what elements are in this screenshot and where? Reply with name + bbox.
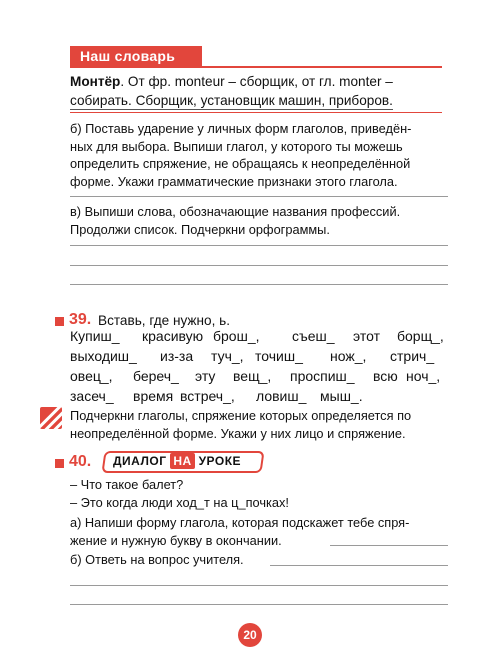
badge-word: НА bbox=[170, 453, 194, 469]
exercise-40-number: 40. bbox=[69, 453, 92, 470]
word[interactable]: точиш_ bbox=[255, 348, 303, 364]
word[interactable]: время bbox=[133, 388, 174, 404]
word[interactable]: ноч_, bbox=[406, 368, 441, 384]
note-line: неопределённой форме. Укажи у них лицо и спряжение. bbox=[70, 425, 406, 441]
vocab-line-1 bbox=[70, 72, 450, 92]
task-b-line: определить спряжение, не обращаясь к неопределённой bbox=[70, 156, 411, 171]
word[interactable]: засеч_ bbox=[70, 388, 114, 404]
task-a-line: жение и нужную букву в окончании. bbox=[70, 532, 282, 548]
badge-word: ДИАЛОГ bbox=[113, 454, 167, 468]
page-number: 20 bbox=[238, 623, 262, 647]
dialog-line-1: – Что такое балет? bbox=[70, 477, 184, 492]
vocab-bottom-rule bbox=[70, 112, 442, 113]
task-marker-icon bbox=[55, 317, 64, 326]
answer-line[interactable] bbox=[270, 565, 448, 566]
word[interactable]: выходиш_ bbox=[70, 348, 137, 364]
word[interactable]: этот bbox=[353, 328, 380, 344]
dialog-line-2: – Это когда люди ход_т на ц_почках! bbox=[70, 495, 289, 510]
answer-line[interactable] bbox=[70, 196, 448, 197]
task-b-line: форме. Укажи грамматические признаки этого глагола. bbox=[70, 173, 398, 189]
task-v-text bbox=[70, 203, 400, 238]
answer-line[interactable] bbox=[330, 545, 448, 546]
answer-line[interactable] bbox=[70, 604, 448, 605]
exercise-row bbox=[70, 366, 450, 386]
task-b-line: б) Поставь ударение у личных форм глаголов, приведён- bbox=[70, 121, 412, 136]
pencil-icon bbox=[40, 407, 62, 429]
word[interactable]: съеш_ bbox=[292, 328, 335, 344]
vocab-definition-2: собирать. Сборщик, установщик машин, приборов. bbox=[70, 93, 393, 108]
exercise-39-instruction: Вставь, где нужно, ь. bbox=[98, 313, 231, 328]
word[interactable]: эту bbox=[195, 368, 216, 384]
badge-word: УРОКЕ bbox=[198, 454, 242, 468]
exercise-39-note bbox=[70, 407, 411, 442]
word[interactable]: Купиш_ bbox=[70, 328, 120, 344]
answer-line[interactable] bbox=[70, 284, 448, 285]
exercise-40-task-a bbox=[70, 514, 409, 549]
word[interactable]: вещ_, bbox=[233, 368, 272, 384]
word[interactable]: борщ_, bbox=[397, 328, 444, 344]
word[interactable]: встреч_, bbox=[180, 388, 235, 404]
dialog-badge bbox=[113, 454, 241, 468]
vocab-line-2 bbox=[70, 91, 393, 111]
task-b-line: ных для выбора. Выпиши глагол, у которого ты можешь bbox=[70, 138, 403, 154]
exercise-row bbox=[70, 386, 450, 406]
vocab-word: Монтёр bbox=[70, 74, 121, 89]
word[interactable]: береч_ bbox=[133, 368, 179, 384]
word[interactable]: всю bbox=[373, 368, 398, 384]
note-line: Подчеркни глаголы, спряжение которых определяется по bbox=[70, 408, 412, 423]
word[interactable]: туч_, bbox=[211, 348, 244, 364]
vocab-heading: Наш словарь bbox=[70, 46, 202, 66]
word[interactable]: нож_, bbox=[330, 348, 367, 364]
task-b-text bbox=[70, 120, 411, 190]
answer-line[interactable] bbox=[70, 265, 448, 266]
task-v-line: в) Выпиши слова, обозначающие названия профессий. bbox=[70, 204, 401, 219]
word[interactable]: ловиш_ bbox=[256, 388, 307, 404]
word[interactable]: из-за bbox=[160, 348, 194, 364]
word[interactable]: мыш_. bbox=[320, 388, 363, 404]
exercise-39-number: 39. bbox=[69, 311, 92, 328]
word[interactable]: красивую bbox=[142, 328, 204, 344]
word[interactable]: овец_, bbox=[70, 368, 113, 384]
vocab-definition: . От фр. monteur – сборщик, от гл. monter – bbox=[120, 74, 393, 89]
exercise-40-task-b: б) Ответь на вопрос учителя. bbox=[70, 552, 244, 567]
answer-line[interactable] bbox=[70, 585, 448, 586]
word[interactable]: проспиш_ bbox=[290, 368, 355, 384]
word[interactable]: стрич_ bbox=[390, 348, 435, 364]
exercise-row bbox=[70, 326, 450, 346]
exercise-row bbox=[70, 346, 450, 366]
word[interactable]: брош_, bbox=[213, 328, 260, 344]
task-a-line: а) Напиши форму глагола, которая подскажет тебе спря- bbox=[70, 515, 410, 530]
answer-line[interactable] bbox=[70, 245, 448, 246]
task-v-line: Продолжи список. Подчеркни орфограммы. bbox=[70, 221, 330, 237]
task-marker-icon bbox=[55, 459, 64, 468]
vocab-top-rule bbox=[70, 66, 442, 68]
